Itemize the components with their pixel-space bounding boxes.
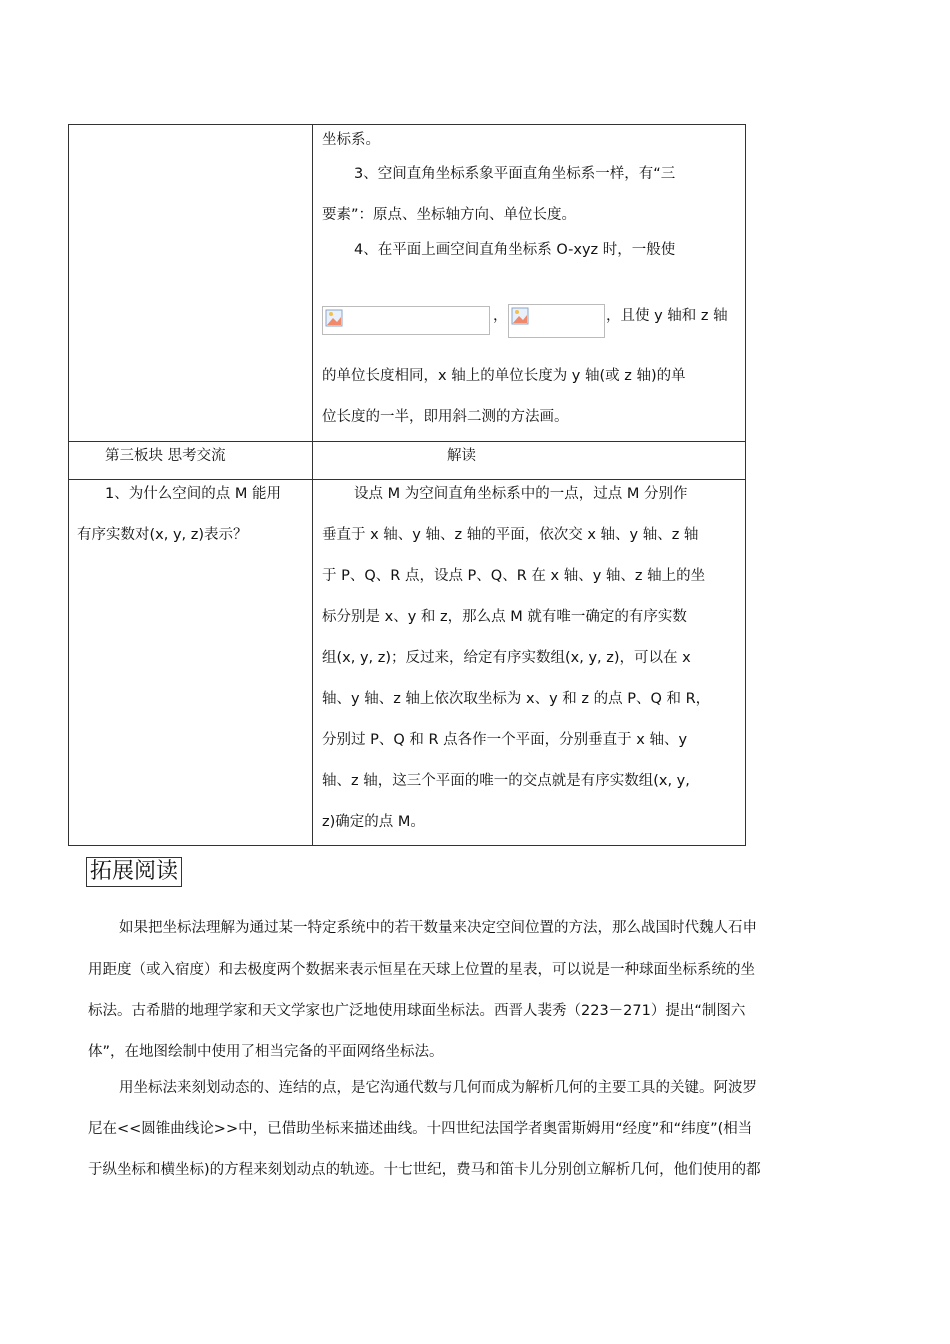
question-line: 有序实数对(x, y, z)表示？	[77, 527, 248, 543]
paragraph-line: 标法。古希腊的地理学家和天文学家也广泛地使用球面坐标法。西晋人裴秀（223－271）提出“制图六	[88, 1003, 746, 1019]
answer-line: 设点 M 为空间直角坐标系中的一点，过点 M 分别作	[354, 486, 688, 502]
table-header-left: 第三板块 思考交流	[105, 448, 226, 464]
answer-line: 于 P、Q、R 点，设点 P、Q、R 在 x 轴、y 轴、z 轴上的坐	[322, 568, 706, 584]
answer-line: 轴、z 轴，这三个平面的唯一的交点就是有序实数组(x, y,	[322, 773, 690, 789]
broken-image-icon	[325, 309, 343, 327]
cell-text-line: 坐标系。	[322, 132, 380, 148]
answer-line: 标分别是 x、y 和 z，那么点 M 就有唯一确定的有序实数	[322, 609, 687, 625]
cell-text-line: 的单位长度相同，x 轴上的单位长度为 y 轴(或 z 轴)的单	[322, 368, 686, 384]
table-header-right: 解读	[447, 448, 476, 464]
answer-line: 垂直于 x 轴、y 轴、z 轴的平面，依次交 x 轴、y 轴、z 轴	[322, 527, 699, 543]
content-table	[68, 124, 746, 846]
broken-image-placeholder	[508, 304, 605, 338]
cell-text-line: 位长度的一半，即用斜二测的方法画。	[322, 409, 569, 425]
paragraph-line: 用距度（或入宿度）和去极度两个数据来表示恒星在天球上位置的星表，可以说是一种球面坐标系统的坐	[88, 962, 755, 978]
cell-text-line: 4、在平面上画空间直角坐标系 O-xyz 时，一般使	[354, 242, 676, 258]
answer-line: z)确定的点 M。	[322, 814, 425, 830]
broken-image-placeholder	[322, 306, 490, 335]
table-column-divider	[312, 125, 313, 845]
answer-line: 分别过 P、Q 和 R 点各作一个平面，分别垂直于 x 轴、y	[322, 732, 688, 748]
broken-image-icon	[511, 307, 529, 325]
table-row-divider	[69, 441, 745, 442]
cell-text-line: ，且使 y 轴和 z 轴	[606, 308, 728, 324]
question-line: 1、为什么空间的点 M 能用	[105, 486, 281, 502]
section-heading: 拓展阅读	[86, 857, 182, 887]
cell-text-comma: ，	[493, 308, 508, 324]
paragraph-line: 体”，在地图绘制中使用了相当完备的平面网络坐标法。	[88, 1044, 444, 1060]
paragraph-line: 尼在<<圆锥曲线论>>中，已借助坐标来描述曲线。十四世纪法国学者奥雷斯姆用“经度”和“纬度”(相当	[88, 1121, 753, 1137]
paragraph-line: 于纵坐标和横坐标)的方程来刻划动点的轨迹。十七世纪，费马和笛卡儿分别创立解析几何，他们使用的都	[88, 1162, 761, 1178]
table-row-divider	[69, 479, 745, 480]
answer-line: 轴、y 轴、z 轴上依次取坐标为 x、y 和 z 的点 P、Q 和 R，	[322, 691, 711, 707]
cell-text-line: 要素”：原点、坐标轴方向、单位长度。	[322, 207, 577, 223]
answer-line: 组(x, y, z)；反过来，给定有序实数组(x, y, z)，可以在 x	[322, 650, 691, 666]
cell-text-line: 3、空间直角坐标系象平面直角坐标系一样，有“三	[354, 166, 676, 182]
paragraph-line: 用坐标法来刻划动态的、连结的点，是它沟通代数与几何而成为解析几何的主要工具的关键。阿波罗	[119, 1080, 757, 1096]
paragraph-line: 如果把坐标法理解为通过某一特定系统中的若干数量来决定空间位置的方法，那么战国时代魏人石申	[119, 920, 757, 936]
